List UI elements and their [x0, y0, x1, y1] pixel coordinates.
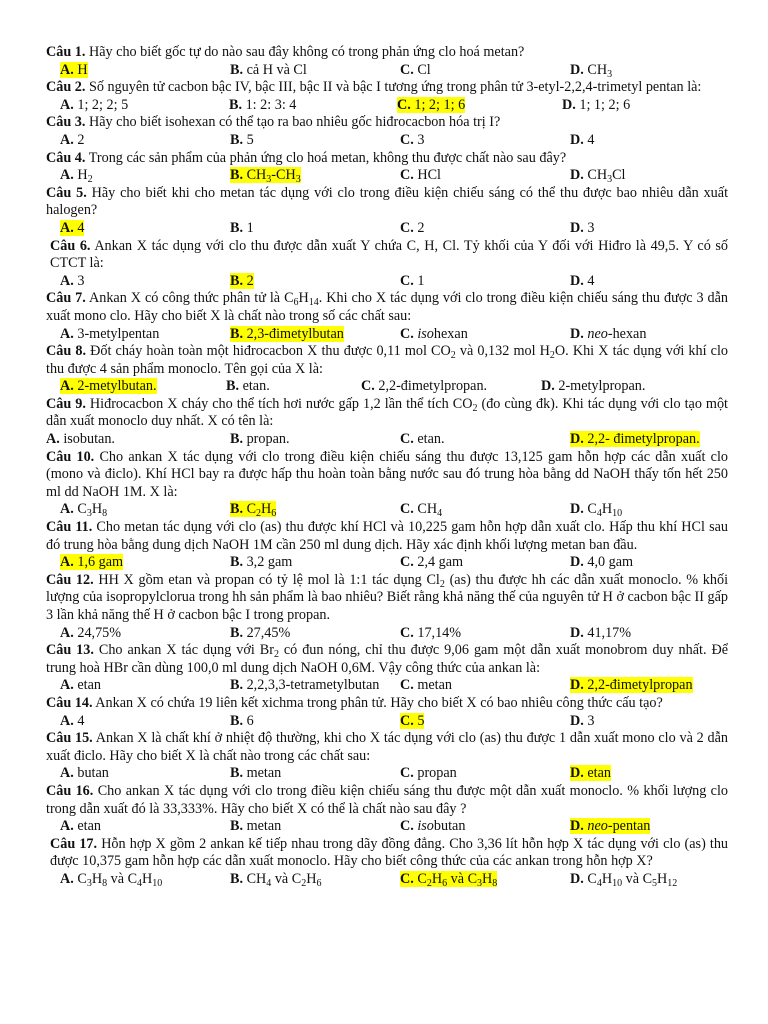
option-text: 1; 1; 2; 6	[579, 96, 631, 113]
option-text: neo-hexan	[587, 325, 647, 342]
options-row	[46, 765, 728, 783]
question-9	[46, 396, 728, 431]
option-b[interactable]	[230, 167, 400, 185]
option-label: B.	[230, 554, 244, 571]
option-b[interactable]	[229, 97, 397, 115]
option-text: 2-metylpropan.	[558, 378, 646, 395]
option-label: B.	[230, 765, 244, 782]
option-label: B.	[226, 378, 240, 395]
option-d[interactable]	[570, 501, 740, 519]
option-label: D.	[570, 272, 584, 289]
option-label: A.	[60, 818, 74, 835]
option-text: $C_4H_{10}$ và $C_5H_{12}$	[587, 870, 678, 889]
question-15	[46, 730, 728, 765]
option-a[interactable]	[46, 677, 230, 695]
option-d[interactable]	[570, 132, 740, 150]
option-label: A.	[46, 431, 60, 448]
options-row	[46, 871, 728, 889]
option-label: B.	[229, 96, 243, 113]
option-label: C.	[400, 131, 414, 148]
option-label: C.	[400, 818, 414, 835]
option-a[interactable]	[46, 62, 230, 80]
option-label: D.	[570, 167, 584, 184]
option-b[interactable]	[230, 62, 400, 80]
option-label: B.	[230, 501, 244, 518]
option-text: isobutan.	[63, 431, 115, 448]
question-text: Cho ankan X tác dụng với $Br_2$ có đun nóng, chỉ thu được 9,06 gam một dẫn xuất monobrom duy nhất. Để trung hoà HBr cần dùng 100,0 ml dung dịch NaOH 0,6M. Vậy công thức của ankan là:	[46, 642, 729, 676]
option-text: 4	[587, 272, 595, 289]
option-c[interactable]	[400, 765, 570, 783]
option-d[interactable]	[570, 326, 740, 344]
option-text: $CH_3Cl$	[587, 167, 626, 186]
option-label: D.	[570, 131, 584, 148]
option-text: 41,17%	[587, 624, 632, 641]
question-number: Câu 1.	[46, 44, 86, 60]
option-c[interactable]	[361, 378, 541, 396]
option-c[interactable]	[400, 326, 570, 344]
option-text: propan	[417, 765, 457, 782]
option-label: D.	[570, 765, 584, 782]
option-text: 2,2-đimetylpropan.	[378, 378, 488, 395]
option-label: C.	[400, 765, 414, 782]
option-label: B.	[230, 677, 244, 694]
option-text: 3	[587, 219, 595, 236]
option-c[interactable]	[400, 62, 570, 80]
option-d[interactable]	[570, 167, 740, 185]
option-a[interactable]	[46, 713, 230, 731]
option-text: metan	[417, 677, 453, 694]
option-d[interactable]	[562, 97, 732, 115]
option-text: 24,75%	[77, 624, 122, 641]
option-c[interactable]	[400, 713, 570, 731]
question-text: Ankan X có công thức phân tử là $C_6H_{14}$. Khi cho X tác dụng với clo trong điều kiện chiếu sáng thu được 3 dẫn xuất mono clo. Hãy cho biết X là chất nào trong số các chất sau:	[46, 290, 729, 324]
option-label: C.	[400, 554, 414, 571]
option-d[interactable]	[570, 818, 740, 836]
question-10	[46, 449, 728, 502]
options-row	[46, 378, 728, 396]
option-label: A.	[60, 61, 74, 78]
question-7	[46, 290, 728, 325]
option-text: 3,2 gam	[246, 554, 293, 571]
option-text: 6	[246, 712, 254, 729]
option-b[interactable]	[230, 132, 400, 150]
option-text: $C_2H_6$ và $C_3H_8$	[417, 870, 498, 889]
option-text: 4	[77, 712, 85, 729]
question-number: Câu 4.	[46, 149, 86, 166]
option-text: $C_4H_{10}$	[587, 501, 623, 520]
question-17	[46, 836, 728, 871]
option-label: D.	[570, 431, 584, 448]
option-text: 2-metylbutan.	[77, 378, 157, 395]
question-text: Hỗn hợp X gồm 2 ankan kế tiếp nhau trong dãy đồng đẳng. Cho 3,36 lít hỗn hợp X tác dụng với clo (as) thu được 10,375 gam hỗn hợp các dẫn xuất monoclo. Hãy cho biết công thức của các ankan trong hỗn hợp X?	[50, 835, 729, 870]
option-text: etan	[77, 818, 101, 835]
option-text: $H_2$	[77, 167, 93, 186]
option-b[interactable]	[230, 818, 400, 836]
question-13	[46, 642, 728, 677]
question-text: Cho metan tác dụng với clo (as) thu được khí HCl và 10,225 gam hỗn hợp dẫn xuất clo. Hấp thu khí HCl sau đó trung hòa bằng dung dịch NaOH 1M cần 250 ml dung dịch. Hãy xác định khối lượng metan ban đầu.	[46, 519, 728, 553]
option-text: 2,2- đimetylpropan.	[587, 431, 700, 448]
option-text: etan.	[242, 378, 270, 395]
option-a[interactable]	[46, 501, 230, 519]
option-label: A.	[60, 624, 74, 641]
option-a[interactable]	[46, 220, 230, 238]
option-text: $CH_4$	[417, 501, 443, 520]
option-text: isobutan	[417, 818, 466, 835]
option-text: Cl	[417, 61, 431, 78]
options-row	[46, 554, 728, 572]
option-text: 2,3-đimetylbutan	[246, 325, 344, 342]
options-row	[46, 677, 728, 695]
option-label: B.	[230, 624, 244, 641]
question-number: Câu 12.	[46, 571, 94, 588]
question-2	[46, 79, 728, 97]
option-a[interactable]	[46, 273, 230, 291]
option-text: 1; 2; 2; 5	[77, 96, 129, 113]
option-a[interactable]	[46, 167, 230, 185]
question-number: Câu 3.	[46, 114, 86, 131]
option-d[interactable]	[570, 273, 740, 291]
option-text: 1: 2: 3: 4	[245, 96, 297, 113]
question-text: Trong các sản phẩm của phản ứng clo hoá metan, không thu được chất nào sau đây?	[88, 149, 567, 166]
question-text: Cho ankan X tác dụng với clo trong điều kiện chiếu sáng thu được một dẫn xuất monoclo. % khối lượng clo trong dẫn xuất đó là 33,333%. Hãy cho biết X có thể là chất nào sau đây ?	[46, 782, 729, 817]
question-number: Câu 14.	[46, 694, 93, 711]
option-text: 3-metylpentan	[77, 325, 160, 342]
option-c[interactable]	[400, 167, 570, 185]
option-text: 2,2-đimetylpropan	[587, 677, 693, 694]
option-text: 2	[77, 131, 85, 148]
question-text: Hãy cho biết khi cho metan tác dụng với clo trong điều kiện chiếu sáng có thể thu được bao nhiêu dẫn xuất halogen?	[46, 184, 729, 219]
option-b[interactable]	[230, 625, 400, 643]
option-d[interactable]	[570, 431, 740, 449]
option-text: isohexan	[417, 325, 468, 342]
option-a[interactable]	[46, 625, 230, 643]
option-d[interactable]	[570, 62, 740, 80]
option-label: A.	[60, 96, 74, 113]
option-text: 3	[417, 131, 425, 148]
options-row	[46, 431, 728, 449]
question-1	[46, 44, 728, 62]
question-number: Câu 8.	[46, 343, 86, 360]
option-text: 27,45%	[246, 624, 291, 641]
option-text: 1	[417, 272, 425, 289]
options-row	[46, 62, 728, 80]
option-label: D.	[570, 61, 584, 78]
option-label: D.	[570, 677, 584, 694]
question-text: Hiđrocacbon X cháy cho thể tích hơi nước gấp 1,2 lần thể tích $CO_2$ (đo cùng đk). Khi tác dụng với clo tạo một dẫn xuất monoclo duy nhất. X có tên là:	[46, 395, 728, 430]
option-d[interactable]	[570, 220, 740, 238]
option-a[interactable]	[46, 818, 230, 836]
option-b[interactable]	[230, 326, 400, 344]
option-text: 1; 2; 1; 6	[414, 96, 466, 113]
option-label: C.	[400, 272, 414, 289]
option-text: 1	[246, 219, 254, 236]
options-row	[46, 220, 728, 238]
option-d[interactable]	[570, 871, 740, 889]
option-label: D.	[570, 870, 584, 887]
option-label: C.	[400, 431, 414, 448]
option-c[interactable]	[400, 677, 570, 695]
option-b[interactable]	[230, 220, 400, 238]
option-text: $CH_3$	[587, 61, 613, 80]
option-text: $CH_4$ và $C_2H_6$	[246, 870, 322, 889]
option-text: metan	[246, 818, 282, 835]
option-label: D.	[570, 624, 584, 641]
question-16	[46, 783, 728, 818]
option-label: D.	[570, 554, 584, 571]
option-label: C.	[397, 96, 411, 113]
question-8	[46, 343, 728, 378]
option-d[interactable]	[570, 554, 740, 572]
question-14	[46, 695, 728, 713]
option-c[interactable]	[400, 220, 570, 238]
option-label: D.	[570, 818, 584, 835]
option-text: $C_3H_8$	[77, 501, 108, 520]
question-number: Câu 2.	[46, 79, 86, 96]
question-text: Hãy cho biết isohexan có thể tạo ra bao nhiêu gốc hiđrocacbon hóa trị I?	[88, 114, 501, 131]
question-text: Ankan X có chứa 19 liên kết xichma trong phân tử. Hãy cho biết X có bao nhiêu công thức cấu tạo?	[95, 694, 663, 711]
option-a[interactable]	[46, 97, 229, 115]
option-label: D.	[570, 712, 584, 729]
option-text: 4,0 gam	[587, 554, 634, 571]
option-c[interactable]	[397, 97, 562, 115]
question-number: Câu 15.	[46, 730, 93, 747]
option-label: C.	[400, 167, 414, 184]
option-text: 2	[246, 272, 254, 289]
option-b[interactable]	[230, 677, 400, 695]
option-label: A.	[60, 870, 74, 887]
question-6	[46, 238, 728, 273]
option-label: B.	[230, 870, 244, 887]
option-label: D.	[570, 325, 584, 342]
question-text: HH X gồm etan và propan có tỷ lệ mol là 1:1 tác dụng $Cl_2$ (as) thu được hh các dẫn xuất monoclo. % khối lượng của isopropylclorua trong hh sản phẩm là bao nhiêu? Biết rằng khả năng thế của nguyên tử H ở cacbon bậc II gấp 3 lần khả năng thế H ở cacbon bậc I trong propan.	[46, 571, 729, 623]
option-text: 4	[77, 219, 85, 236]
option-b[interactable]	[230, 273, 400, 291]
option-label: A.	[60, 131, 74, 148]
question-number: Câu 17.	[50, 835, 98, 852]
option-text: 1,6 gam	[77, 554, 124, 571]
option-label: C.	[400, 624, 414, 641]
option-text: 5	[246, 131, 254, 148]
option-a[interactable]	[46, 871, 230, 889]
option-label: A.	[60, 712, 74, 729]
option-text: etan	[587, 765, 611, 782]
option-label: A.	[60, 554, 74, 571]
option-a[interactable]	[46, 132, 230, 150]
option-label: B.	[230, 431, 244, 448]
option-label: C.	[400, 712, 414, 729]
question-number: Câu 11.	[46, 519, 93, 536]
option-c[interactable]	[400, 132, 570, 150]
option-text: 5	[417, 712, 425, 729]
option-label: C.	[400, 61, 414, 78]
options-row	[46, 97, 728, 115]
option-label: D.	[562, 96, 576, 113]
option-c[interactable]	[400, 554, 570, 572]
question-number: Câu 5.	[46, 184, 87, 201]
question-number: Câu 7.	[46, 290, 86, 307]
option-text: neo-pentan	[587, 818, 651, 835]
option-label: C.	[361, 378, 375, 395]
option-label: A.	[60, 378, 74, 395]
option-label: C.	[400, 325, 414, 342]
option-b[interactable]	[230, 871, 400, 889]
question-number: Câu 13.	[46, 642, 94, 659]
question-3	[46, 114, 728, 132]
option-label: D.	[570, 219, 584, 236]
option-label: B.	[230, 712, 244, 729]
question-text: Hãy cho biết gốc tự do nào sau đây không có trong phản ứng clo hoá metan?	[88, 44, 525, 60]
option-label: B.	[230, 818, 244, 835]
option-text: HCl	[417, 167, 441, 184]
option-b[interactable]	[230, 554, 400, 572]
option-text: 2,2,3,3-tetrametylbutan	[246, 677, 380, 694]
question-text: Đốt cháy hoàn toàn một hiđrocacbon X thu được 0,11 mol $CO_2$ và 0,132 mol $H_2O$. Khi X tác dụng với khí clo thu được 4 sản phẩm monoclo. Tên gọi của X là:	[46, 343, 728, 377]
option-b[interactable]	[230, 713, 400, 731]
option-label: C.	[400, 870, 414, 887]
option-c[interactable]	[400, 273, 570, 291]
option-text: H	[77, 61, 88, 78]
option-d[interactable]	[570, 625, 740, 643]
option-text: $C_3H_8$ và $C_4H_{10}$	[77, 870, 163, 889]
question-text: Ankan X tác dụng với clo thu được dẫn xuất Y chứa C, H, Cl. Tỷ khối của Y đối với Hiđro là 49,5. Y có số CTCT là:	[50, 237, 729, 272]
option-a[interactable]	[46, 554, 230, 572]
options-row	[46, 167, 728, 185]
option-text: $CH_3-CH_3$	[246, 167, 301, 186]
option-d[interactable]	[570, 677, 740, 695]
question-5	[46, 185, 728, 220]
option-c[interactable]	[400, 431, 570, 449]
option-text: $C_2H_6$	[246, 501, 277, 520]
question-11	[46, 519, 728, 554]
option-text: etan	[77, 677, 101, 694]
options-row	[46, 132, 728, 150]
option-text: cả H và Cl	[246, 61, 307, 78]
option-d[interactable]	[570, 765, 740, 783]
option-c[interactable]	[400, 501, 570, 519]
option-d[interactable]	[570, 713, 740, 731]
question-4	[46, 150, 728, 168]
option-text: 2	[417, 219, 425, 236]
question-12	[46, 572, 728, 625]
question-text: Số nguyên tử cacbon bậc IV, bậc III, bậc II và bậc I tương ứng trong phân tử 3-etyl-2,2,4-trimetyl pentan là:	[88, 79, 702, 96]
option-text: 3	[587, 712, 595, 729]
option-label: C.	[400, 677, 414, 694]
option-text: etan.	[417, 431, 445, 448]
option-label: D.	[570, 501, 584, 518]
question-text: Cho ankan X tác dụng với clo trong điều kiện chiếu sáng thu được 13,125 gam hỗn hợp các dẫn xuất clo (mono và điclo). Khí HCl bay ra được hấp thu hoàn toàn bằng nước sau đó trung hòa bằng dd NaOH thấy tốn hết 250 ml dd NaOH 1M. X là:	[46, 448, 729, 500]
option-text: 3	[77, 272, 85, 289]
option-label: A.	[60, 677, 74, 694]
option-text: propan.	[246, 431, 290, 448]
option-text: 4	[587, 131, 595, 148]
option-label: B.	[230, 131, 244, 148]
option-b[interactable]	[230, 501, 400, 519]
option-b[interactable]	[230, 431, 400, 449]
option-label: B.	[230, 61, 244, 78]
option-label: B.	[230, 325, 244, 342]
option-label: A.	[60, 765, 74, 782]
options-row	[46, 818, 728, 836]
option-label: D.	[541, 378, 555, 395]
question-number: Câu 16.	[46, 782, 94, 799]
options-row	[46, 273, 728, 291]
option-a[interactable]	[46, 431, 230, 449]
option-d[interactable]	[541, 378, 711, 396]
option-label: B.	[230, 167, 244, 184]
option-a[interactable]	[46, 765, 230, 783]
option-b[interactable]	[230, 765, 400, 783]
option-text: 2,4 gam	[417, 554, 464, 571]
option-c[interactable]	[400, 871, 570, 889]
option-label: B.	[230, 219, 244, 236]
question-number: Câu 9.	[46, 395, 86, 412]
question-number: Câu 6.	[50, 237, 91, 254]
option-c[interactable]	[400, 818, 570, 836]
option-label: A.	[60, 167, 74, 184]
option-b[interactable]	[226, 378, 361, 396]
option-label: B.	[230, 272, 244, 289]
option-label: C.	[400, 501, 414, 518]
option-a[interactable]	[46, 378, 226, 396]
options-row	[46, 501, 728, 519]
option-text: metan	[246, 765, 282, 782]
options-row	[46, 625, 728, 643]
option-c[interactable]	[400, 625, 570, 643]
option-label: A.	[60, 325, 74, 342]
option-label: A.	[60, 501, 74, 518]
question-text: Ankan X là chất khí ở nhiệt độ thường, khi cho X tác dụng với clo (as) thu được 1 dẫn xuất mono clo và 2 dẫn xuất điclo. Hãy cho biết X là chất nào trong các chất sau:	[46, 730, 728, 764]
options-row	[46, 326, 728, 344]
options-row	[46, 713, 728, 731]
option-a[interactable]	[46, 326, 230, 344]
option-label: C.	[400, 219, 414, 236]
option-label: A.	[60, 219, 74, 236]
option-text: butan	[77, 765, 109, 782]
question-number: Câu 10.	[46, 448, 95, 465]
option-label: A.	[60, 272, 74, 289]
option-text: 17,14%	[417, 624, 462, 641]
